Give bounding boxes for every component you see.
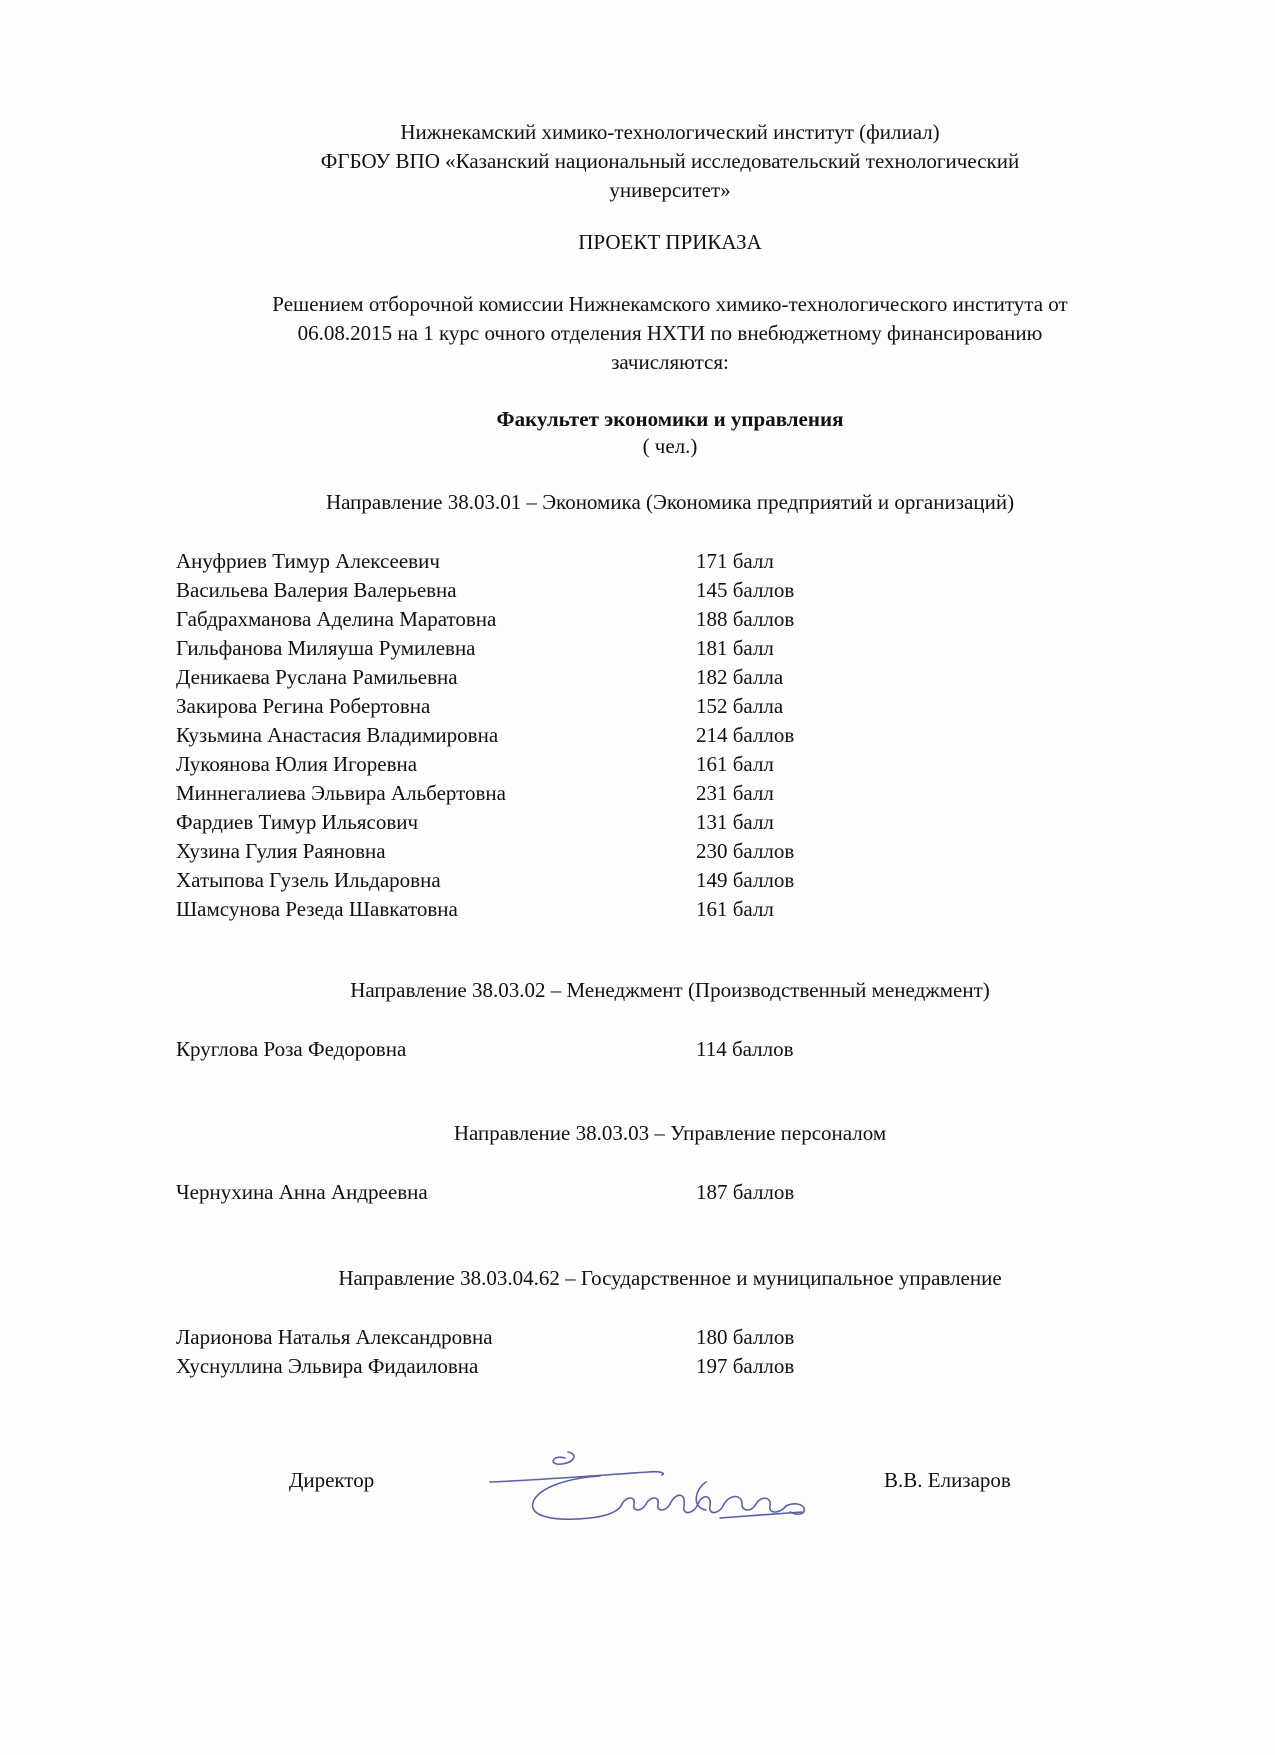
decision-line-3: зачисляются: [611, 350, 729, 374]
student-name: Лукоянова Юлия Игоревна [176, 752, 418, 776]
student-name: Хуснуллина Эльвира Фидаиловна [176, 1354, 479, 1378]
decision-line-2: 06.08.2015 на 1 курс очного отделения НХТИ по внебюджетному финансированию [297, 321, 1043, 345]
faculty-heading [160, 406, 1180, 460]
signer-position: Директор [289, 1468, 375, 1492]
student-list [176, 1035, 876, 1064]
list-item [176, 547, 876, 576]
student-name: Деникаева Руслана Рамильевна [176, 665, 458, 689]
student-name: Васильева Валерия Валерьевна [176, 578, 457, 602]
list-item [176, 721, 876, 750]
list-item [176, 1323, 876, 1352]
student-score: 182 балла [696, 665, 784, 689]
institution-header [160, 118, 1180, 205]
student-score: 181 балл [696, 636, 774, 660]
list-item [176, 605, 876, 634]
list-item [176, 634, 876, 663]
student-score: 114 баллов [696, 1037, 794, 1061]
faculty-count: ( чел.) [642, 434, 698, 458]
student-score: 187 баллов [696, 1180, 795, 1204]
student-name: Фардиев Тимур Ильясович [176, 810, 419, 834]
institution-name: Нижнекамский химико-технологический институт (филиал) [400, 120, 940, 144]
list-item [176, 808, 876, 837]
university-name-line1: ФГБОУ ВПО «Казанский национальный исследовательский технологический [320, 149, 1020, 173]
signature-block [0, 1448, 1275, 1568]
list-item [176, 663, 876, 692]
student-score: 180 баллов [696, 1325, 795, 1349]
student-score: 188 баллов [696, 607, 795, 631]
student-score: 161 балл [696, 752, 774, 776]
student-name: Ануфриев Тимур Алексеевич [176, 549, 440, 573]
order-title: ПРОЕКТ ПРИКАЗА [578, 230, 762, 254]
student-score: 231 балл [696, 781, 774, 805]
student-score: 152 балла [696, 694, 784, 718]
list-item [176, 1178, 876, 1207]
list-item [176, 837, 876, 866]
signer-name: В.В. Елизаров [884, 1468, 1011, 1492]
student-name: Гильфанова Миляуша Румилевна [176, 636, 476, 660]
list-item [176, 866, 876, 895]
decision-line-1: Решением отборочной комиссии Нижнекамского химико-технологического института от [272, 292, 1068, 316]
student-name: Закирова Регина Робертовна [176, 694, 431, 718]
list-item [176, 895, 876, 924]
student-name: Габдрахманова Аделина Маратовна [176, 607, 497, 631]
student-list [176, 1323, 876, 1381]
decision-text [160, 290, 1180, 377]
faculty-name: Факультет экономики и управления [496, 407, 844, 431]
list-item [176, 692, 876, 721]
university-name-line2: университет» [609, 178, 731, 202]
direction-title: Направление 38.03.03 – Управление персоналом [453, 1121, 887, 1145]
student-score: 149 баллов [696, 868, 795, 892]
student-score: 161 балл [696, 897, 774, 921]
list-item [176, 576, 876, 605]
student-score: 230 баллов [696, 839, 795, 863]
student-score: 214 баллов [696, 723, 795, 747]
student-score: 145 баллов [696, 578, 795, 602]
student-name: Хатыпова Гузель Ильдаровна [176, 868, 441, 892]
direction-title: Направление 38.03.04.62 – Государственное и муниципальное управление [338, 1266, 1002, 1290]
student-name: Хузина Гулия Раяновна [176, 839, 386, 863]
student-list [176, 547, 876, 924]
direction-title: Направление 38.03.02 – Менеджмент (Производственный менеджмент) [350, 978, 990, 1002]
list-item [176, 1352, 876, 1381]
student-list [176, 1178, 876, 1207]
direction-title: Направление 38.03.01 – Экономика (Экономика предприятий и организаций) [325, 490, 1015, 514]
student-score: 197 баллов [696, 1354, 795, 1378]
student-score: 131 балл [696, 810, 774, 834]
handwritten-signature-icon [480, 1448, 860, 1548]
student-name: Круглова Роза Федоровна [176, 1037, 407, 1061]
list-item [176, 750, 876, 779]
student-name: Шамсунова Резеда Шавкатовна [176, 897, 458, 921]
student-name: Кузьмина Анастасия Владимировна [176, 723, 499, 747]
student-name: Чернухина Анна Андреевна [176, 1180, 428, 1204]
student-score: 171 балл [696, 549, 774, 573]
list-item [176, 779, 876, 808]
student-name: Миннегалиева Эльвира Альбертовна [176, 781, 506, 805]
list-item [176, 1035, 876, 1064]
student-name: Ларионова Наталья Александровна [176, 1325, 493, 1349]
